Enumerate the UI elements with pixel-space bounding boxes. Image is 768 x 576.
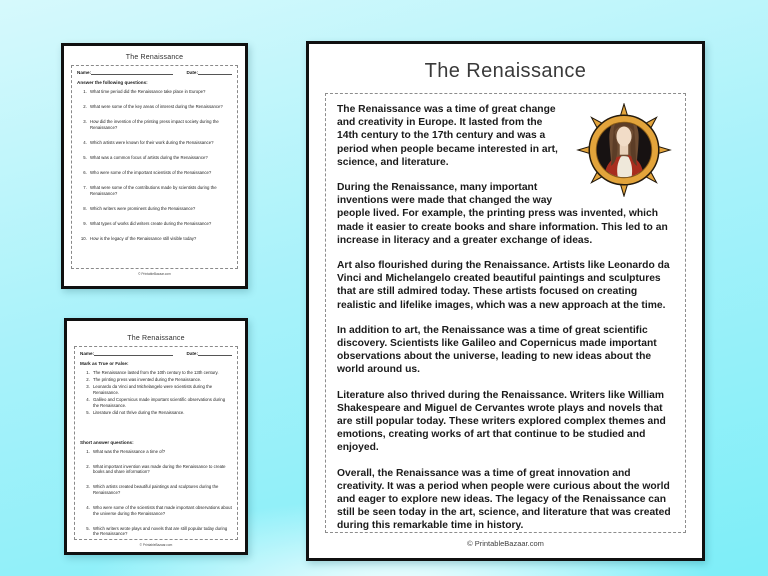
questions-worksheet-page bbox=[61, 43, 248, 289]
worksheet-content-box bbox=[71, 65, 238, 269]
short-answer-item: 2. What important invention was made during the Renaissance to create books and share information? bbox=[91, 464, 232, 475]
question-item: 6. Who were some of the important scientists of the Renaissance? bbox=[88, 170, 232, 176]
questions-section-header: Answer the following questions: bbox=[77, 80, 148, 85]
short-answer-item: 4. Who were some of the scientists that made important observations about the universe during the Renaissance? bbox=[91, 505, 232, 516]
worksheet-footer: © PrintableBazaar.com bbox=[138, 272, 171, 276]
true-false-worksheet-page bbox=[64, 318, 248, 555]
name-blank-line bbox=[91, 70, 172, 75]
short-answer-item: 5. Which writers wrote plays and novels that are still popular today during the Renaissance? bbox=[91, 526, 232, 537]
passage-paragraph: During the Renaissance, many important inventions were made that changed the way people lived. For example, the printing press was invented, which made it easier to create books and share information. This led to an increase in literacy and a greater exchange of ideas. bbox=[337, 182, 668, 246]
date-blank-line bbox=[198, 351, 232, 356]
passage-paragraph: Literature also thrived during the Renaissance. Writers like William Shakespeare and Miguel de Cervantes wrote plays and novels that are still popular today. These writers explored complex themes and emotions, creating works of art that continue to be studied and enjoyed. bbox=[337, 389, 666, 454]
date-label: Date: bbox=[186, 70, 198, 75]
question-item: 8. Which writers were prominent during the Renaissance? bbox=[88, 206, 232, 212]
date-label: Date: bbox=[186, 351, 198, 356]
passage-paragraph: Art also flourished during the Renaissance. Artists like Leonardo da Vinci and Michelangelo created beautiful paintings and sculptures that are still admired today. These artists focused on creating realistic and lifelike images, which was a new approach at the time. bbox=[337, 260, 670, 311]
worksheet-footer: © PrintableBazaar.com bbox=[139, 543, 173, 547]
true-false-section-header: Mark as True or False: bbox=[80, 361, 129, 366]
question-item: 5. What was a common focus of artists during the Renaissance? bbox=[88, 155, 232, 161]
short-answer-item: 3. Which artists created beautiful paintings and sculptures during the Renaissance? bbox=[91, 484, 232, 495]
question-item: 4. Which artists were known for their work during the Renaissance? bbox=[88, 140, 232, 146]
short-answer-item: 1. What was the Renaissance a time of? bbox=[91, 449, 232, 455]
passage-paragraph: Overall, the Renaissance was a time of great innovation and creativity. It was a period when people were curious about the world and eager to explore new ideas. The legacy of the Renaissance can still be seen today in the art, science, and literature that was created during this remarkable time in history. bbox=[337, 467, 671, 532]
question-item: 10. How is the legacy of the Renaissance still visible today? bbox=[88, 236, 232, 242]
short-answer-section-header: Short answer questions: bbox=[80, 439, 134, 445]
date-blank-line bbox=[198, 70, 232, 75]
worksheet-title: The Renaissance bbox=[127, 335, 185, 342]
name-label: Name: bbox=[77, 70, 92, 75]
passage-content-box bbox=[325, 93, 686, 533]
renaissance-portrait-medallion-icon bbox=[574, 103, 674, 197]
short-answer-list bbox=[80, 449, 232, 537]
reading-passage-page bbox=[306, 41, 705, 561]
passage-paragraph: The Renaissance was a time of great change and creativity in Europe. It lasted from the 14th century to the 17th century and was a period when people became interested in art, science, and literature. bbox=[337, 104, 558, 168]
passage-paragraph: In addition to art, the Renaissance was a time of great scientific discovery. Scientists like Galileo and Copernicus made important observations about the universe, leading to new ideas about the world around us. bbox=[337, 324, 657, 376]
name-blank-line bbox=[94, 351, 172, 356]
true-false-item: 3. Leonardo da Vinci and Michelangelo were scientists during the Renaissance. bbox=[91, 384, 232, 395]
true-false-item: 5. Literature did not thrive during the Renaissance. bbox=[91, 410, 232, 416]
question-item: 1. What time period did the Renaissance take place in Europe? bbox=[88, 89, 232, 95]
true-false-item: 4. Galileo and Copernicus made important scientific observations during the Renaissance. bbox=[91, 397, 232, 408]
name-date-row bbox=[77, 70, 232, 75]
true-false-list bbox=[80, 370, 232, 416]
question-item: 9. What types of works did writers create during the Renaissance? bbox=[88, 221, 232, 227]
question-item: 7. What were some of the contributions made by scientists during the Renaissance? bbox=[88, 185, 232, 196]
name-date-row bbox=[80, 351, 232, 356]
worksheet-content-box bbox=[74, 346, 238, 540]
passage-title: The Renaissance bbox=[424, 60, 587, 82]
name-label: Name: bbox=[80, 351, 95, 356]
true-false-item: 1. The Renaissance lasted from the 10th century to the 13th century. bbox=[91, 370, 232, 376]
question-item: 3. How did the invention of the printing press impact society during the Renaissance? bbox=[88, 119, 232, 130]
questions-list bbox=[77, 89, 232, 242]
passage-footer: © PrintableBazaar.com bbox=[467, 539, 544, 548]
worksheet-title: The Renaissance bbox=[125, 54, 184, 61]
question-item: 2. What were some of the key areas of interest during the Renaissance? bbox=[88, 104, 232, 110]
true-false-item: 2. The printing press was invented during the Renaissance. bbox=[91, 377, 232, 383]
